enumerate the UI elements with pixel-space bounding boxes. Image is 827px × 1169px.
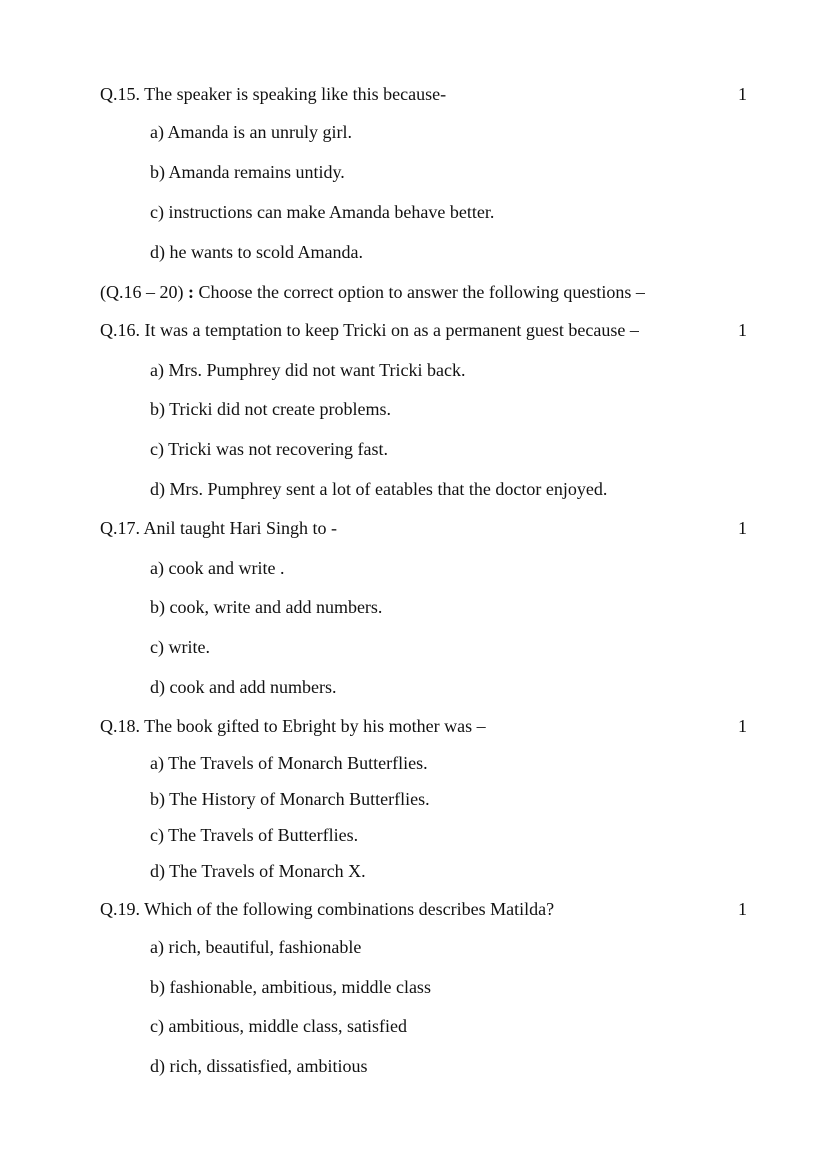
question-15-option-b: b) Amanda remains untidy. xyxy=(150,162,345,182)
question-16-option-a: a) Mrs. Pumphrey did not want Tricki back. xyxy=(150,360,466,380)
question-19-text: Q.19. Which of the following combinations describes Matilda? xyxy=(100,899,555,919)
question-18-option-a: a) The Travels of Monarch Butterflies. xyxy=(150,753,428,773)
section-range: (Q.16 – 20) xyxy=(100,282,184,302)
question-16-option-d: d) Mrs. Pumphrey sent a lot of eatables that the doctor enjoyed. xyxy=(150,479,608,499)
question-18-option-b: b) The History of Monarch Butterflies. xyxy=(150,789,430,809)
section-colon: : xyxy=(188,282,194,302)
question-19-option-d: d) rich, dissatisfied, ambitious xyxy=(150,1056,368,1076)
question-18-option-d: d) The Travels of Monarch X. xyxy=(150,861,366,881)
question-19-option-a: a) rich, beautiful, fashionable xyxy=(150,937,362,957)
question-17-text: Q.17. Anil taught Hari Singh to - xyxy=(100,518,337,538)
question-15-marks: 1 xyxy=(738,84,747,104)
question-18-text: Q.18. The book gifted to Ebright by his mother was – xyxy=(100,716,486,736)
question-15-option-d: d) he wants to scold Amanda. xyxy=(150,242,363,262)
question-15-text: Q.15. The speaker is speaking like this because- xyxy=(100,84,447,104)
question-18-option-c: c) The Travels of Butterflies. xyxy=(150,825,359,845)
question-17-option-a: a) cook and write . xyxy=(150,558,285,578)
question-17-option-b: b) cook, write and add numbers. xyxy=(150,597,383,617)
question-15-option-a: a) Amanda is an unruly girl. xyxy=(150,122,352,142)
question-19-marks: 1 xyxy=(738,899,747,919)
question-17-option-d: d) cook and add numbers. xyxy=(150,677,337,697)
section-instruction xyxy=(100,283,645,301)
question-18-marks: 1 xyxy=(738,716,747,736)
section-instruction-text: Choose the correct option to answer the following questions – xyxy=(198,282,645,302)
question-19-option-b: b) fashionable, ambitious, middle class xyxy=(150,977,431,997)
question-15-option-c: c) instructions can make Amanda behave better. xyxy=(150,202,495,222)
question-16-option-c: c) Tricki was not recovering fast. xyxy=(150,439,388,459)
question-17-option-c: c) write. xyxy=(150,637,210,657)
question-16-marks: 1 xyxy=(738,320,747,340)
question-16-option-b: b) Tricki did not create problems. xyxy=(150,399,391,419)
question-17-marks: 1 xyxy=(738,518,747,538)
question-19-option-c: c) ambitious, middle class, satisfied xyxy=(150,1016,407,1036)
question-16-text: Q.16. It was a temptation to keep Tricki on as a permanent guest because – xyxy=(100,320,639,340)
